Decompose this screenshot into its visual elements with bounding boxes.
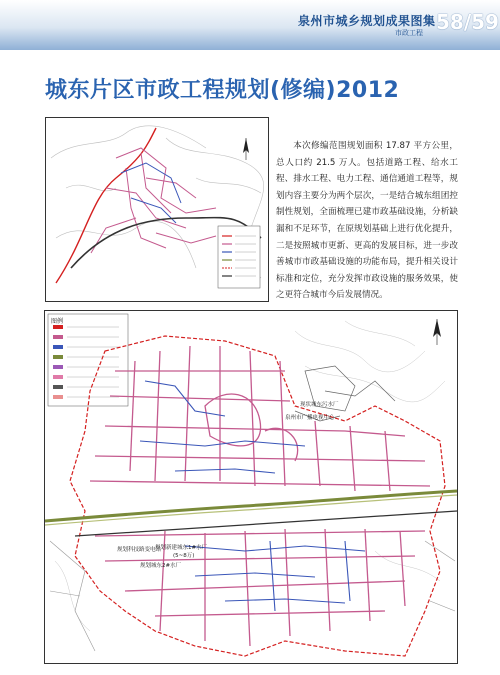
section-label: 市政工程 (395, 29, 423, 37)
page-title: 城东片区市政工程规划(修编)2012 (45, 78, 400, 103)
main-map (44, 310, 458, 664)
page-numbers: 58/59 (436, 10, 499, 34)
description-text: 本次修编范围规划面积 17.87 平方公里，总人口约 21.5 万人。包括道路工程、给水工程、排水工程、电力工程、通信通道工程等，规划内容主要分为两个层次，一是结合城东组团控制性规划，全面梳理已建市政基础设施，分析缺漏和不足环节，在原规划基础上进行优化提升，二是按照城市更新、更高的发展目标，进一步改善城市市政基础设施的功能布局，提升相关设计标准和定位，充分发挥市政设施的服务效果，使之更符合城市今后发展情况。 (276, 141, 458, 301)
overview-map-drawing (46, 118, 268, 301)
annotation-substation: 规划科技路变电站 (117, 547, 162, 553)
annotation-waterworks-1: 规划新建城东1#水厂 (155, 545, 208, 551)
overview-legend (218, 226, 260, 288)
overview-map (45, 117, 269, 302)
annotation-waterworks-2: 规划城东2#水厂 (140, 563, 182, 569)
annotation-capacity: (5~8万) (173, 553, 195, 559)
legend-title: 图例 (51, 318, 64, 325)
main-map-drawing (45, 311, 457, 663)
annotation-sewage-plant: 现状城东污水厂 (300, 402, 339, 408)
main-legend (48, 314, 128, 406)
annotation-broadcast-center: 泉州市广播电视中心 (285, 415, 335, 421)
atlas-title: 泉州市城乡规划成果图集 (298, 14, 436, 28)
